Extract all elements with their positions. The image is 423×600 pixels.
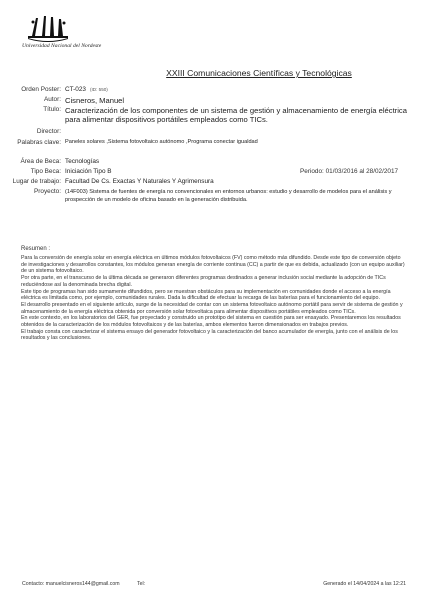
footer-contact: Contacto: manuelcisneros144@gmail.com [22, 581, 120, 587]
university-crest-icon [22, 14, 74, 42]
field-label: Título: [43, 106, 61, 113]
field-value: (14F003) Sistema de fuentes de energía no convencionales en entornos urbanos: estudio y desarrollo de modelos para el análisis y prospección de un modelo de oficina basado en la generación distribuida. [65, 189, 392, 204]
field-label: Tipo Beca: [30, 168, 61, 175]
resumen-label: Resumen : [21, 246, 51, 252]
field-value: Iniciación Tipo B [65, 168, 112, 175]
resumen-paragraph: Este tipo de programas han sido sumamente difundidos, pero se muestran obstáculos para su implementación en comunidades donde el acceso a la energía eléctrica es limitada como, por ejemplo, comunidades rurales. Dada la dificultad de efectuar la recarga de las baterías para el funcionamiento del equipo. [21, 288, 391, 302]
field-value: Cisneros, Manuel [65, 96, 125, 105]
field-label: Área de Beca: [20, 158, 61, 165]
periodo-label: Periodo: [300, 168, 324, 175]
resumen-paragraph: El trabajo consta con caracterizar el sistema ensayo del generador fotovoltaico y la caracterización del banco acumulador de energía, junto con el análisis de los resultados y las conclusiones. [21, 328, 398, 342]
resumen-paragraph: Para la conversión de energía solar en energía eléctrica en últimos módulos fotovoltaicos (FV) como método más difundido. Desde este tipo de conversión objeto de investigaciones y desarrollos constantes, los módulos generan energía de corriente continua (CC) a partir de que es debida, actualizado (con un equipo auxiliar) de un sistema fotovoltaico. [21, 255, 405, 275]
field-label: Proyecto: [34, 188, 61, 195]
field-value: Tecnologías [65, 158, 100, 165]
field-label: Lugar de trabajo: [12, 178, 61, 185]
resumen-paragraph: Por otra parte, en el transcurso de la última década se generaron diferentes programas destinados a generar inclusión social mediante la adopción de TICs reduciéndose así la denominada brecha digital. [21, 275, 386, 288]
university-logo [22, 14, 102, 49]
periodo [300, 168, 398, 175]
field-value: CT-023 (ID: 550) [65, 86, 108, 93]
field-label: Director: [36, 128, 61, 135]
footer-generated: Generado el 14/04/2024 a las 12:21 [323, 581, 406, 587]
field-label: Autor: [43, 96, 61, 103]
resumen-paragraph: En este contexto, en los laboratorios del GER, fue proyectado y construido un prototipo del sistema en cuestión para ser ensayado. Presentaremos los resultados obtenidos de la caracterización de los módulos fotovoltaicos y de las baterías, ambos elementos fueron dimensionados en trabajos previos. [21, 315, 401, 329]
periodo-value: 01/03/2016 al 28/02/2017 [325, 168, 399, 175]
conference-title: XXIII Comunicaciones Científicas y Tecnológicas [166, 68, 352, 78]
field-value: Facultad De Cs. Exactas Y Naturales Y Agrimensura [65, 178, 214, 185]
resumen-paragraph: El desarrollo presentado en el siguiente artículo, surge de la necesidad de contar con un sistema fotovoltaico autónomo portátil para servir de sistema de gestión y almacenamiento de la energía eléctrica obtenida por conversión solar fotovoltaica para alimentar dispositivos portátiles empleados como TICs. [21, 301, 403, 315]
footer-tel: Tel: [137, 581, 146, 587]
university-name: Universidad Nacional del Nordeste [22, 43, 102, 49]
resumen-body [21, 255, 407, 342]
field-label: Palabras clave: [17, 139, 61, 146]
field-value: Paneles solares ,Sistema fotovoltaico autónomo ,Programa conectar igualdad [65, 139, 258, 145]
field-value: Caracterización de los componentes de un sistema de gestión y almacenamiento de energía eléctrica para alimentar dispositivos portátiles empleados como TICs. [65, 106, 407, 125]
field-label: Orden Poster: [21, 86, 61, 93]
poster-id: (ID: 550) [89, 87, 108, 92]
